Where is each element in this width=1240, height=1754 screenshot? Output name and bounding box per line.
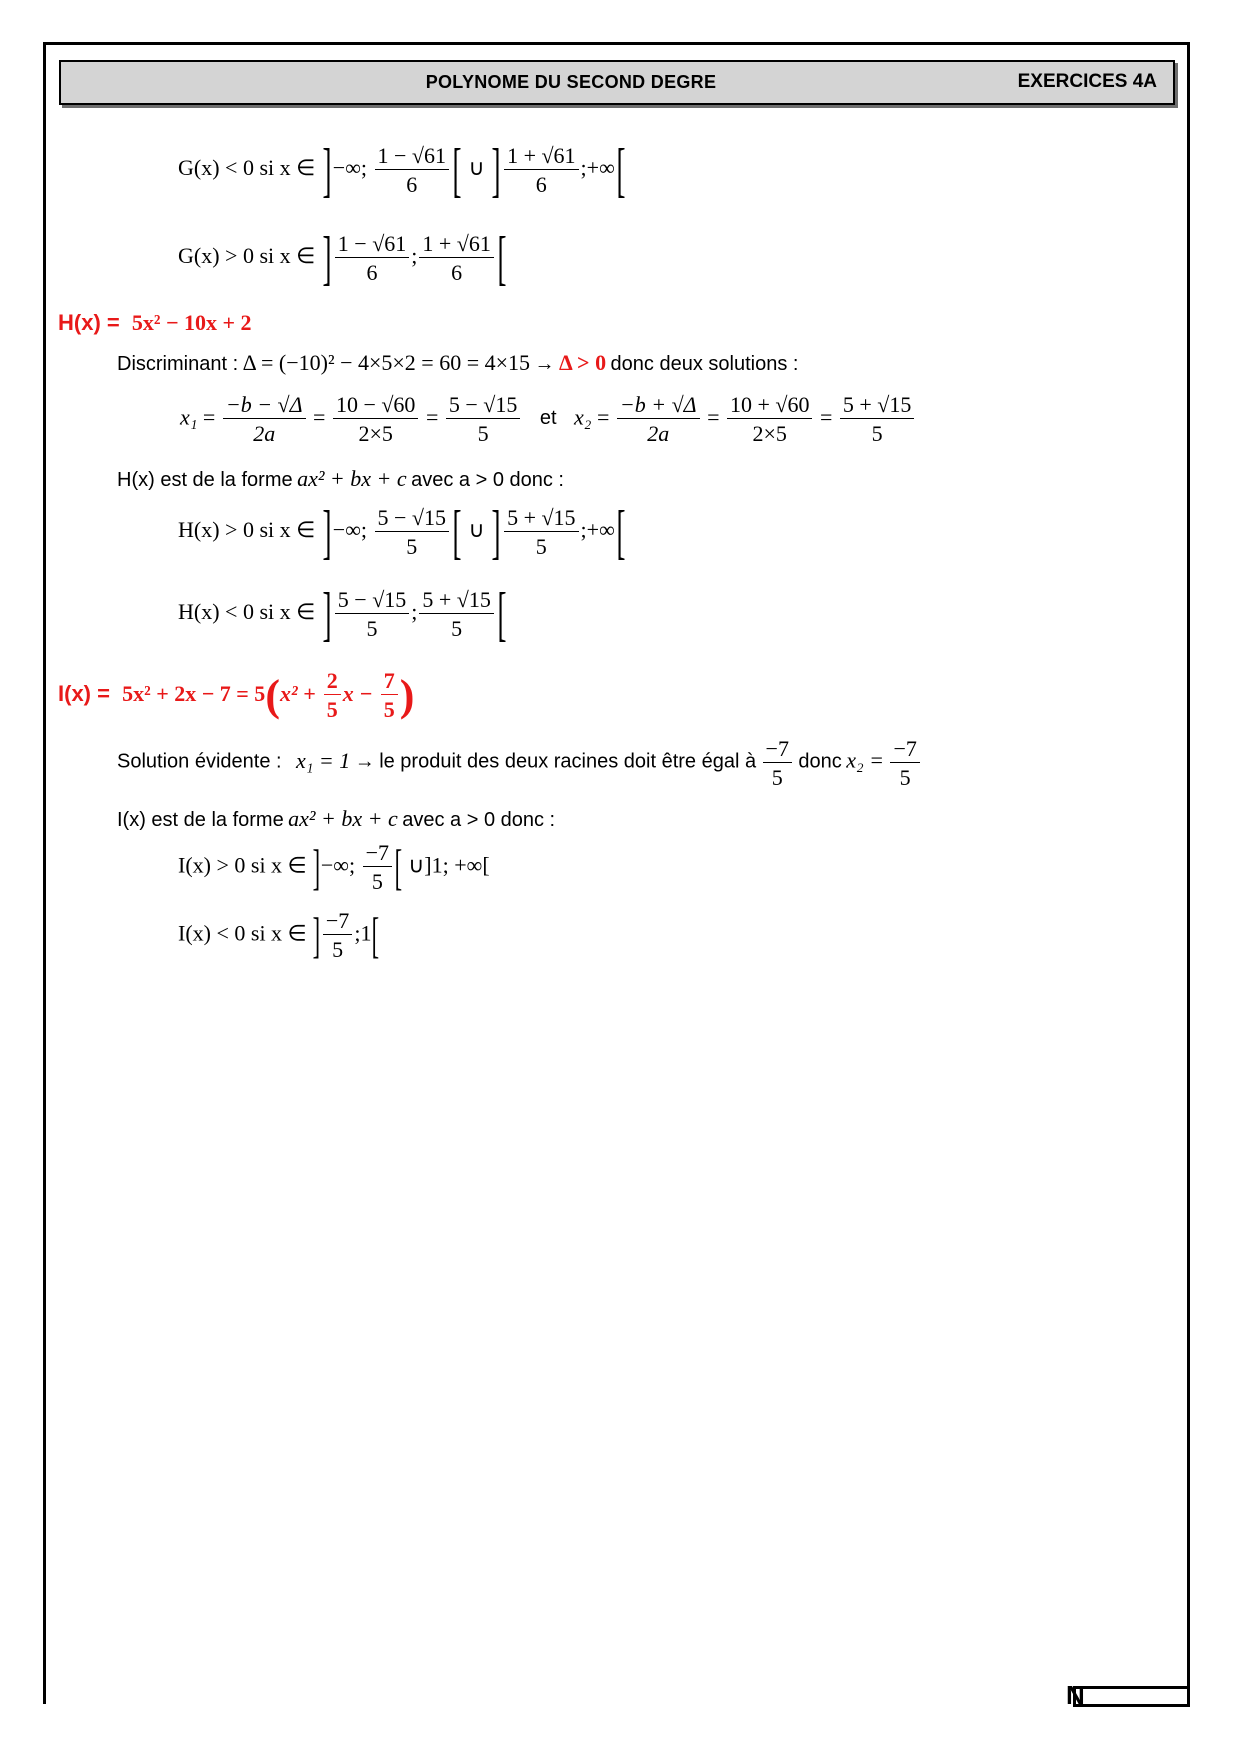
footer-mark: N bbox=[1066, 1680, 1085, 1710]
g-pos-lhs: G(x) > 0 si x ∈ bbox=[178, 243, 316, 269]
fraction: $\frac{5 + √15}{5}$ bbox=[840, 392, 914, 447]
fraction: $\frac{-7}{5}$ bbox=[323, 908, 352, 963]
fraction: $\frac{-7}{5}$ bbox=[363, 840, 392, 895]
g-neg-lhs: G(x) < 0 si x ∈ bbox=[178, 155, 316, 181]
h-roots-line: x₁ = $\frac{-b - √\Delta}{2a}$ = $\frac{10 - √60}{2\times 5}$ = $\frac{5 - √15}{5}$ et x₂ = $\frac{-b + √\Delta}{2a}$ = $\frac{10 + √60}{2\times 5}$ = $\frac{5 + √15}{5}$ bbox=[180, 392, 916, 447]
h-heading-expr: 5x² − 10x + 2 bbox=[131, 310, 252, 335]
fraction: $\frac{10 - √60}{2\times 5}$ bbox=[333, 392, 418, 447]
fraction: $\frac{2}{5}$ bbox=[324, 668, 341, 723]
fraction: $\frac{1 - √61}{6}$ bbox=[375, 143, 449, 198]
g-pos-line: G(x) > 0 si x ∈ ] $\frac{1 - √61}{6}$ ; $\frac{1 + √61}{6}$ [ bbox=[178, 225, 507, 291]
fraction: $\frac{5 + √15}{5}$ bbox=[419, 587, 493, 642]
g-neg-line: G(x) < 0 si x ∈ ]−∞; $\frac{1 - √61}{6}$ [ ∪ ] $\frac{1 + √61}{6}$ ;+∞[ bbox=[178, 137, 626, 203]
fraction: $\frac{1 - √61}{6}$ bbox=[335, 231, 409, 286]
i-pos-line: I(x) > 0 si x ∈ ]−∞; $\frac{-7}{5}$ [ ∪]1; +∞[ bbox=[178, 839, 490, 896]
h-discriminant-line: Discriminant : Δ = (−10)² − 4×5×2 = 60 = 4×15 → Δ > 0 donc deux solutions : bbox=[117, 350, 799, 375]
h-heading bbox=[58, 310, 252, 336]
arrow-icon: → bbox=[354, 750, 375, 773]
h-form-line: H(x) est de la forme ax² + bx + c avec a > 0 donc : bbox=[117, 466, 564, 491]
header-exercise: EXERCICES 4A bbox=[1017, 71, 1157, 92]
i-solution-line: Solution évidente : x₁ = 1 → le produit des deux racines doit être égal à $\frac{-7}{5}$ donc x₂ = $\frac{-7}{5}$ bbox=[117, 736, 922, 791]
h-neg-line: H(x) < 0 si x ∈ ] $\frac{5 - √15}{5}$ ; $\frac{5 + √15}{5}$ [ bbox=[178, 581, 507, 647]
fraction: $\frac{5 + √15}{5}$ bbox=[504, 505, 578, 560]
arrow-icon: → bbox=[534, 353, 555, 375]
i-form-line: I(x) est de la forme ax² + bx + c avec a > 0 donc : bbox=[117, 806, 556, 831]
fraction: $\frac{1 + √61}{6}$ bbox=[419, 231, 493, 286]
i-neg-line: I(x) < 0 si x ∈ ] $\frac{-7}{5}$ ;1[ bbox=[178, 907, 380, 964]
footer-gap bbox=[43, 1704, 1073, 1707]
fraction: $\frac{-7}{5}$ bbox=[763, 736, 792, 791]
header-title: POLYNOME DU SECOND DEGRE bbox=[425, 72, 717, 92]
h-discriminant-expr: Δ = (−10)² − 4×5×2 = 60 = 4×15 bbox=[242, 350, 531, 375]
fraction: $\frac{-b - √\Delta}{2a}$ bbox=[223, 392, 306, 447]
fraction: $\frac{1 + √61}{6}$ bbox=[504, 143, 578, 198]
fraction: $\frac{5 - √15}{5}$ bbox=[335, 587, 409, 642]
fraction: $\frac{10 + √60}{2\times 5}$ bbox=[727, 392, 812, 447]
fraction: $\frac{5 - √15}{5}$ bbox=[446, 392, 520, 447]
fraction: $\frac{5 - √15}{5}$ bbox=[375, 505, 449, 560]
i-heading: I(x) = 5x² + 2x − 7 = 5(x² + $\frac{2}{5}$ x − $\frac{7}{5}$ ) bbox=[58, 668, 415, 723]
page-header bbox=[59, 60, 1175, 105]
fraction: $\frac{-b + √\Delta}{2a}$ bbox=[617, 392, 700, 447]
h-heading-label: H(x) = bbox=[58, 310, 120, 335]
fraction: $\frac{7}{5}$ bbox=[381, 668, 398, 723]
i-heading-label: I(x) = bbox=[58, 681, 110, 707]
h-pos-line: H(x) > 0 si x ∈ ]−∞; $\frac{5 - √15}{5}$ [ ∪ ] $\frac{5 + √15}{5}$ ;+∞[ bbox=[178, 499, 626, 565]
fraction: $\frac{-7}{5}$ bbox=[890, 736, 919, 791]
footer-step-line bbox=[1073, 1686, 1190, 1689]
h-discriminant-sign: Δ > 0 bbox=[558, 350, 607, 375]
